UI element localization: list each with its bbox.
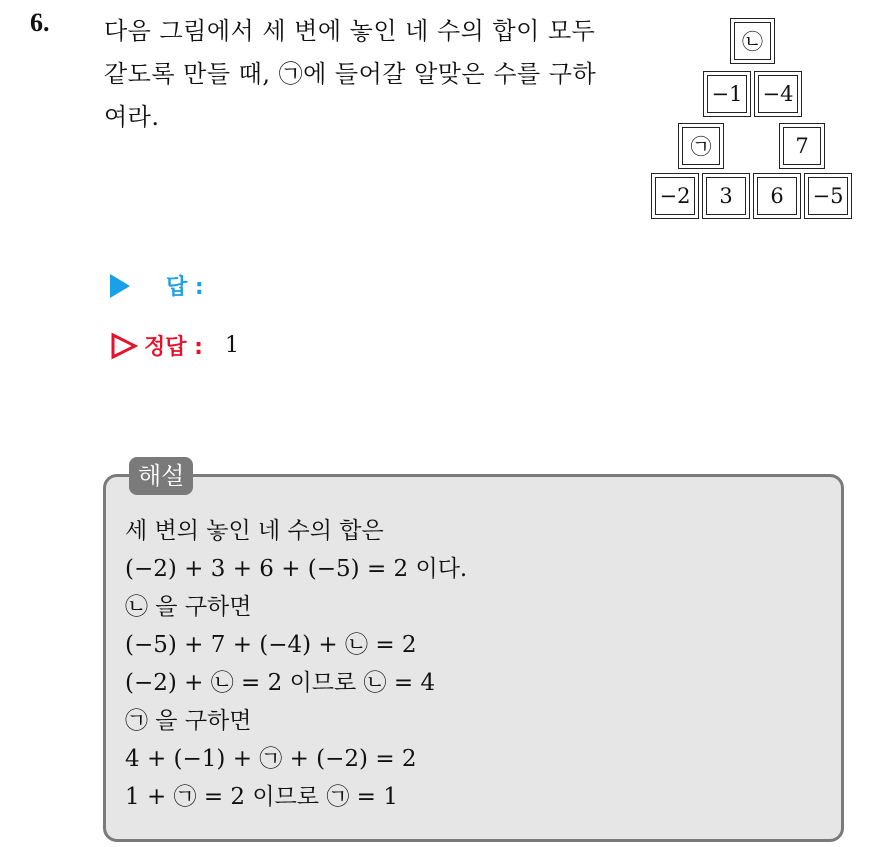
figure-cell-top — [730, 18, 775, 64]
solution-line: (−2) + 3 + 6 + (−5) = 2 이다. — [125, 556, 468, 582]
figure-cell — [702, 173, 750, 219]
question-number: 6. — [30, 8, 50, 37]
solution-line: 세 변의 놓인 네 수의 합은 — [125, 518, 384, 544]
cell-value: −4 — [758, 75, 798, 113]
solution-line: 1 + ㉠ = 2 이므로 ㉠ = 1 — [125, 784, 398, 810]
correct-value: 1 — [224, 333, 239, 358]
cell-value: ㉠ — [682, 127, 720, 165]
figure-cell — [779, 123, 825, 169]
triangle-outline-icon — [110, 332, 138, 360]
figure-cell — [651, 173, 699, 219]
answer-label: 답 : — [166, 275, 204, 300]
cell-value: −1 — [707, 75, 747, 113]
figure-cell — [754, 71, 802, 117]
solution-line: 4 + (−1) + ㉠ + (−2) = 2 — [125, 746, 417, 772]
cell-value: 3 — [706, 177, 746, 215]
cell-value: 6 — [757, 177, 797, 215]
figure-cell — [703, 71, 751, 117]
correct-label: 정답 : — [144, 335, 203, 360]
cell-value: −5 — [808, 177, 848, 215]
solution-text — [125, 512, 467, 816]
solution-line: (−2) + ㉡ = 2 이므로 ㉡ = 4 — [125, 670, 436, 696]
triangle-marker-icon — [110, 274, 130, 298]
solution-line: ㉠ 을 구하면 — [125, 708, 252, 734]
solution-line: ㉡ 을 구하면 — [125, 594, 252, 620]
correct-answer-row — [110, 330, 239, 361]
question-line: 같도록 만들 때, ㉠에 들어갈 알맞은 수를 구하 — [104, 60, 597, 88]
figure-cell — [804, 173, 852, 219]
solution-tag: 해설 — [129, 457, 193, 495]
figure-cell — [678, 123, 724, 169]
cell-value: −2 — [655, 177, 695, 215]
cell-value: 7 — [783, 127, 821, 165]
answer-row — [110, 270, 226, 301]
question-text — [104, 10, 624, 139]
question-line: 여라. — [104, 103, 160, 131]
solution-line: (−5) + 7 + (−4) + ㉡ = 2 — [125, 632, 417, 658]
question-line: 다음 그림에서 세 변에 놓인 네 수의 합이 모두 — [104, 17, 596, 45]
cell-value: ㉡ — [734, 22, 771, 60]
figure-cell — [753, 173, 801, 219]
